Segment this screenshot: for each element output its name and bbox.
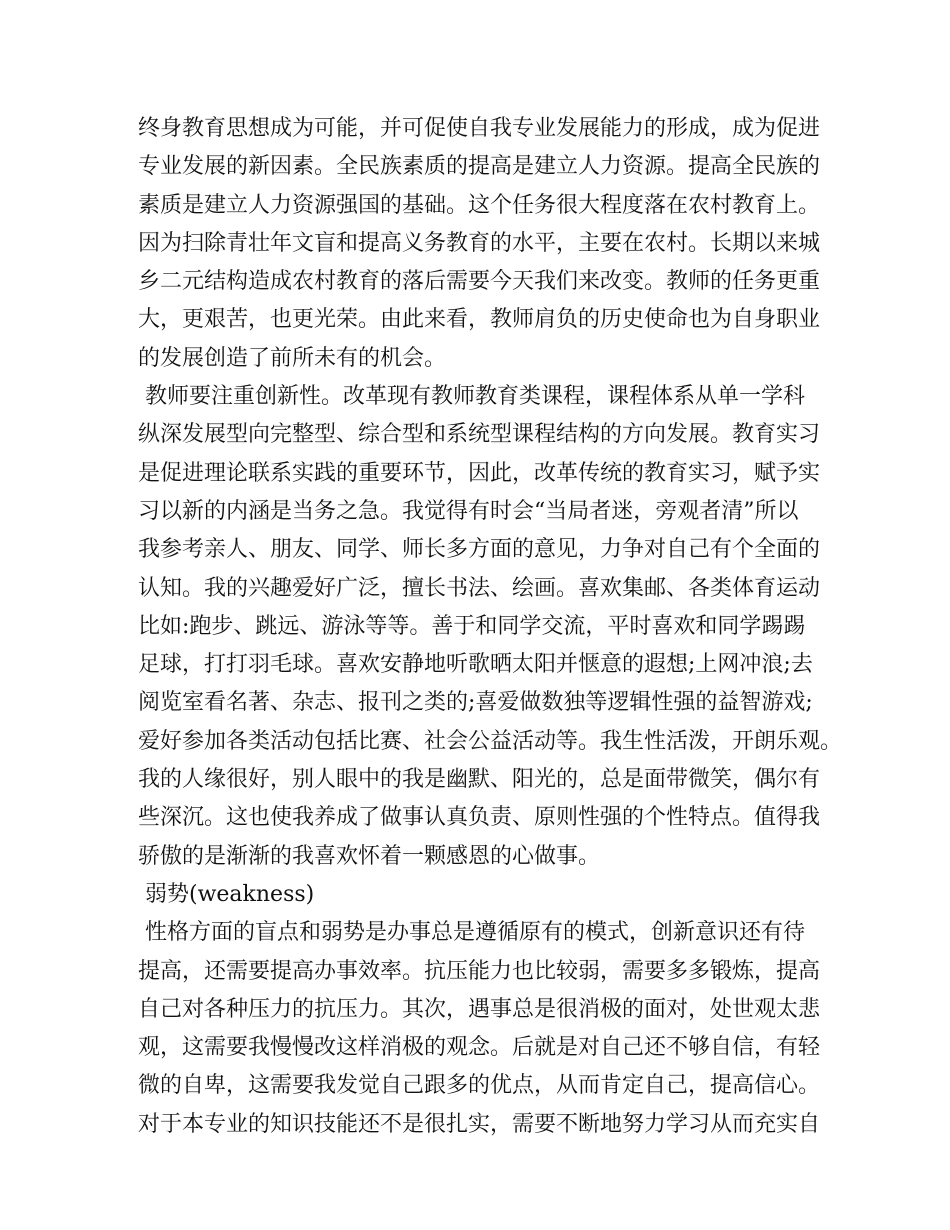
text-line-24: 自己对各种压力的抗压力。其次，遇事总是很消极的面对，处世观太悲 <box>138 996 821 1022</box>
body-text <box>138 110 843 1144</box>
text-line-7: 的发展创造了前所未有的机会。 <box>138 345 447 371</box>
text-line-15: 足球，打打羽毛球。喜欢安静地听歌晒太阳并惬意的遐想;上网冲浪;去 <box>138 652 813 678</box>
text-line-8: 教师要注重创新性。改革现有教师教育类课程，课程体系从单一学科 <box>138 384 805 410</box>
text-line-27: 对于本专业的知识技能还不是很扎实，需要不断地努力学习从而充实自 <box>138 1111 821 1137</box>
text-line-10: 是促进理论联系实践的重要环节，因此，改革传统的教育实习，赋予实 <box>138 460 821 486</box>
section-heading-weakness: 弱势(weakness) <box>138 881 315 907</box>
text-line-22: 性格方面的盲点和弱势是办事总是遵循原有的模式，创新意识还有待 <box>138 920 805 946</box>
text-line-23: 提高，还需要提高办事效率。抗压能力也比较弱，需要多多锻炼，提高 <box>138 958 821 984</box>
text-line-13: 认知。我的兴趣爱好广泛，擅长书法、绘画。喜欢集邮、各类体育运动 <box>138 575 821 601</box>
text-line-1: 终身教育思想成为可能，并可促使自我专业发展能力的形成，成为促进 <box>138 116 821 141</box>
text-line-26: 微的自卑，这需要我发觉自己跟多的优点，从而肯定自己，提高信心。 <box>138 1073 821 1099</box>
text-line-9: 纵深发展型向完整型、综合型和系统型课程结构的方向发展。教育实习 <box>138 422 821 448</box>
text-line-20: 骄傲的是渐渐的我喜欢怀着一颗感恩的心做事。 <box>138 843 601 869</box>
text-line-14: 比如:跑步、跳远、游泳等等。善于和同学交流，平时喜欢和同学踢踢 <box>138 613 806 639</box>
text-line-11: 习以新的内涵是当务之急。我觉得有时会“当局者迷，旁观者清”所以 <box>138 498 799 524</box>
text-line-16: 阅览室看名著、杂志、报刊之类的;喜爱做数独等逻辑性强的益智游戏; <box>138 690 813 716</box>
text-line-3: 素质是建立人力资源强国的基础。这个任务很大程度落在农村教育上。 <box>138 192 821 218</box>
text-line-6: 大，更艰苦，也更光荣。由此来看，教师肩负的历史使命也为自身职业 <box>138 307 821 333</box>
text-line-25: 观，这需要我慢慢改这样消极的观念。后就是对自己还不够自信，有轻 <box>138 1035 821 1061</box>
text-line-4: 因为扫除青壮年文盲和提高义务教育的水平，主要在农村。长期以来城 <box>138 230 821 256</box>
text-line-5: 乡二元结构造成农村教育的落后需要今天我们来改变。教师的任务更重 <box>138 269 821 295</box>
text-line-12: 我参考亲人、朋友、同学、师长多方面的意见，力争对自己有个全面的 <box>138 537 821 563</box>
text-line-17: 爱好参加各类活动包括比赛、社会公益活动等。我生性活泼，开朗乐观。 <box>138 728 843 754</box>
text-line-2: 专业发展的新因素。全民族素质的提高是建立人力资源。提高全民族的 <box>138 154 821 180</box>
text-line-19: 些深沉。这也使我养成了做事认真负责、原则性强的个性特点。值得我 <box>138 805 821 831</box>
text-line-18: 我的人缘很好，别人眼中的我是幽默、阳光的，总是面带微笑，偶尔有 <box>138 767 821 793</box>
